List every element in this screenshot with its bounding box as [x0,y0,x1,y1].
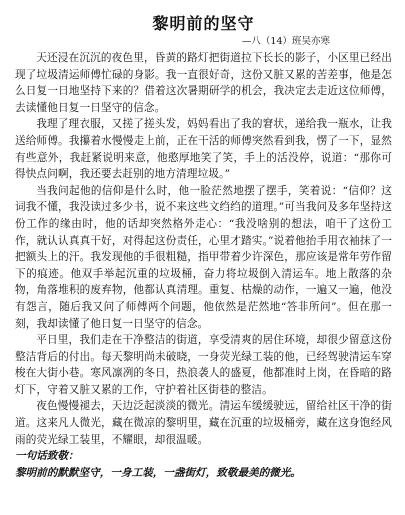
paragraph-3: 当我问起他的信仰是什么时，他一脸茫然地摆了摆手，笑着说：“信仰？这词我不懂，我没读过多少书，说不来这些文绉绉的道理。”可当我问及多年坚持这份工作的缘由时，他的话却突然格外走心：“我没啥别的想法，咱干了这份工作，就认认真真干好，对得起这份责任，心里才踏实。”说着他抬手用衣袖抹了一把额头上的汗。我发现他的手很粗糙，指甲带着少许深色，那应该是常年劳作留下的痕迹。他双手举起沉重的垃圾桶，奋力将垃圾倒入清运车。地上散落的杂物，角落堆积的废弃物，他都认真清理。重复、枯燥的动作，一遍又一遍，他没有怨言，随后我又问了师傅两个问题，他依然是茫然地“答非所问”。但在那一刻，我却读懂了他日复一日坚守的信念。 [15,184,392,330]
paragraph-1: 天还浸在沉沉的夜色里，昏黄的路灯把街道拉下长长的影子，小区里已经出现了垃圾清运师傅忙碌的身影。我一直很好奇，这份又脏又累的苦差事，他是怎么日复一日地坚持下来的？借着这次暑期研学的机会，我决定去走近这位师傅，去读懂他日复一日坚守的信念。 [15,52,392,114]
essay-title: 黎明前的坚守 [152,14,255,33]
paragraph-5: 夜色慢慢褪去，天边泛起淡淡的微光。清运车缓缓驶远，留给社区干净的街道。这来凡人微光，藏在微凉的黎明里，藏在沉重的垃圾桶旁，藏在这身饱经风雨的荧光绿工装里，不耀眼，却很温暖。 [15,400,392,446]
paragraph-2: 我理了理衣服，又搓了搓头发，妈妈看出了我的窘状，递给我一瓶水，让我送给师傅。我攥着水慢慢走上前，正在干活的师傅突然看到我，愣了一下，显然有些意外，我赶紧说明来意，他憨厚地笑了笑，手上的活没停，说道：“那你可得快点问啊，我还要去赶别的地方清理垃圾。” [15,118,392,181]
paragraph-4: 平日里，我们走在干净整洁的街道，享受清爽的居住环境，却很少留意这份整洁背后的付出。每天黎明尚未破晓，一身荧光绿工装的他，已经驾驶清运车穿梭在大街小巷。寒风凛冽的冬日，热浪袭人的盛夏，他都准时上岗，在昏暗的路灯下，守着又脏又累的工作，守护着社区街巷的整洁。 [15,334,392,396]
author-byline: —八（14）班吴亦寒 [241,36,330,47]
tribute-text: 黎明前的默默坚守，一身工装，一盏街灯，致敬最美的微光。 [15,466,302,479]
tribute-label: 一句话致敬： [15,450,79,463]
